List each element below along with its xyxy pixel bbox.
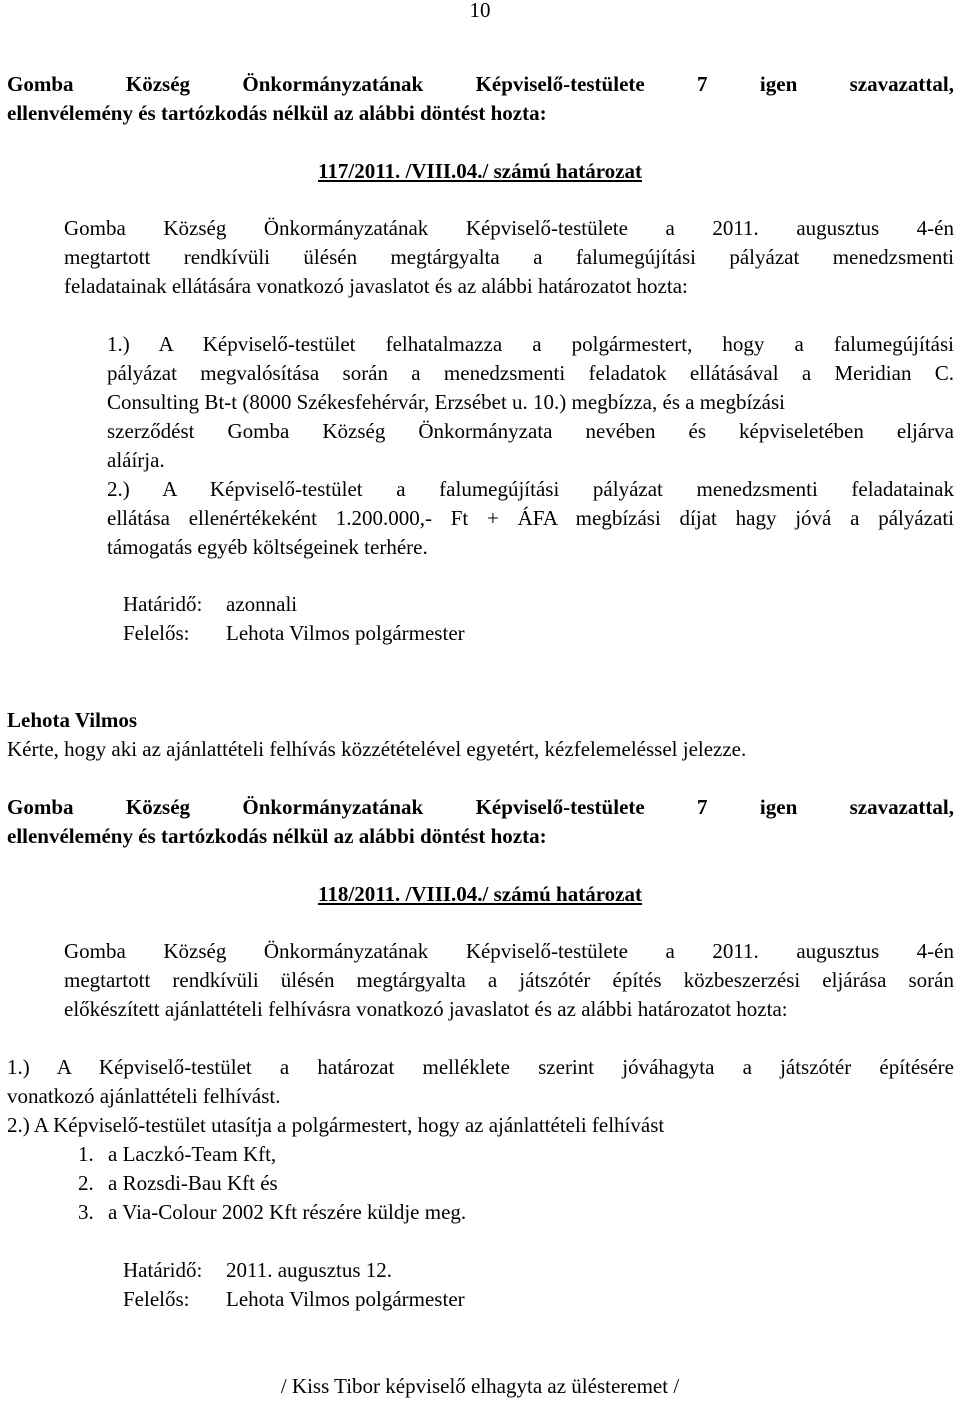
speaker-name: Lehota Vilmos	[7, 708, 138, 732]
point-line: aláírja.	[107, 448, 165, 472]
point-line: pályázat megvalósítása során a menedzsmenti feladatok ellátásával a Meridian C.	[107, 361, 954, 385]
vote-statement-line: Gomba Község Önkormányzatának Képviselő-testülete 7 igen szavazattal,	[7, 795, 954, 819]
point-line: szerződést Gomba Község Önkormányzata nevében és képviseletében eljárva	[107, 419, 954, 443]
vote-statement-line: ellenvélemény és tartózkodás nélkül az alábbi döntést hozta:	[7, 824, 547, 848]
resolution-118-title: 118/2011. /VIII.04./ számú határozat	[318, 882, 642, 906]
intro-line: előkészített ajánlattételi felhívásra vonatkozó javaslatot és az alábbi határozatot hozta:	[64, 997, 788, 1021]
deadline-label: Határidő:	[123, 1258, 203, 1282]
vote-statement-2	[7, 793, 954, 851]
addressee-list-item	[78, 1140, 276, 1169]
resolution-117-deadline	[123, 590, 297, 619]
point-line: 2.) A Képviselő-testület a falumegújítási pályázat menedzsmenti feladatainak	[107, 477, 954, 501]
intro-line: feladatainak ellátására vonatkozó javaslatot és az alábbi határozatot hozta:	[64, 274, 688, 298]
resolution-118-point-2: 2.) A Képviselő-testület utasítja a polgármestert, hogy az ajánlattételi felhívást	[7, 1113, 665, 1137]
resolution-118-intro	[64, 937, 954, 1024]
resolution-117-point-1	[107, 330, 954, 475]
list-number: 2.	[78, 1171, 94, 1195]
vote-statement-line: Gomba Község Önkormányzatának Képviselő-testülete 7 igen szavazattal,	[7, 72, 954, 96]
intro-line: megtartott rendkívüli ülésén megtárgyalta a játszótér építés közbeszerzési eljárása során	[64, 968, 954, 992]
responsible-value: Lehota Vilmos polgármester	[226, 621, 465, 645]
resolution-117-point-2	[107, 475, 954, 562]
point-line: támogatás egyéb költségeinek terhére.	[107, 535, 428, 559]
deadline-value: 2011. augusztus 12.	[226, 1258, 393, 1282]
addressee-list-item	[78, 1169, 278, 1198]
resolution-118-deadline	[123, 1256, 392, 1285]
intro-line: Gomba Község Önkormányzatának Képviselő-testülete a 2011. augusztus 4-én	[64, 216, 954, 240]
page-number: 10	[469, 0, 491, 22]
resolution-118-point-1	[7, 1053, 954, 1111]
footer-note: / Kiss Tibor képviselő elhagyta az ülésteremet /	[280, 1374, 680, 1398]
responsible-value: Lehota Vilmos polgármester	[226, 1287, 465, 1311]
addressee-list-item	[78, 1198, 466, 1227]
list-text: a Via-Colour 2002 Kft részére küldje meg.	[108, 1200, 467, 1224]
point-line: 1.) A Képviselő-testület a határozat melléklete szerint jóváhagyta a játszótér építésére	[7, 1055, 954, 1079]
resolution-118-responsible	[123, 1285, 465, 1314]
list-number: 1.	[78, 1142, 94, 1166]
point-line: Consulting Bt-t (8000 Székesfehérvár, Erzsébet u. 10.) megbízza, és a megbízási	[107, 390, 785, 414]
responsible-label: Felelős:	[123, 1287, 190, 1311]
list-number: 3.	[78, 1200, 94, 1224]
resolution-117-responsible	[123, 619, 465, 648]
list-text: a Rozsdi-Bau Kft és	[108, 1171, 278, 1195]
intro-line: Gomba Község Önkormányzatának Képviselő-testülete a 2011. augusztus 4-én	[64, 939, 954, 963]
vote-statement-1	[7, 70, 954, 128]
deadline-value: azonnali	[226, 592, 298, 616]
speaker-text: Kérte, hogy aki az ajánlattételi felhívás közzétételével egyetért, kézfelemeléssel jelezze.	[7, 737, 747, 761]
intro-line: megtartott rendkívüli ülésén megtárgyalta a falumegújítási pályázat menedzsmenti	[64, 245, 954, 269]
resolution-117-title: 117/2011. /VIII.04./ számú határozat	[318, 159, 642, 183]
point-line: 1.) A Képviselő-testület felhatalmazza a polgármestert, hogy a falumegújítási	[107, 332, 954, 356]
list-text: a Laczkó-Team Kft,	[108, 1142, 277, 1166]
point-line: ellátása ellenértékeként 1.200.000,- Ft + ÁFA megbízási díjat hagy jóvá a pályázati	[107, 506, 954, 530]
vote-statement-line: ellenvélemény és tartózkodás nélkül az alábbi döntést hozta:	[7, 101, 547, 125]
point-line: vonatkozó ajánlattételi felhívást.	[7, 1084, 281, 1108]
resolution-117-intro	[64, 214, 954, 301]
deadline-label: Határidő:	[123, 592, 203, 616]
responsible-label: Felelős:	[123, 621, 190, 645]
